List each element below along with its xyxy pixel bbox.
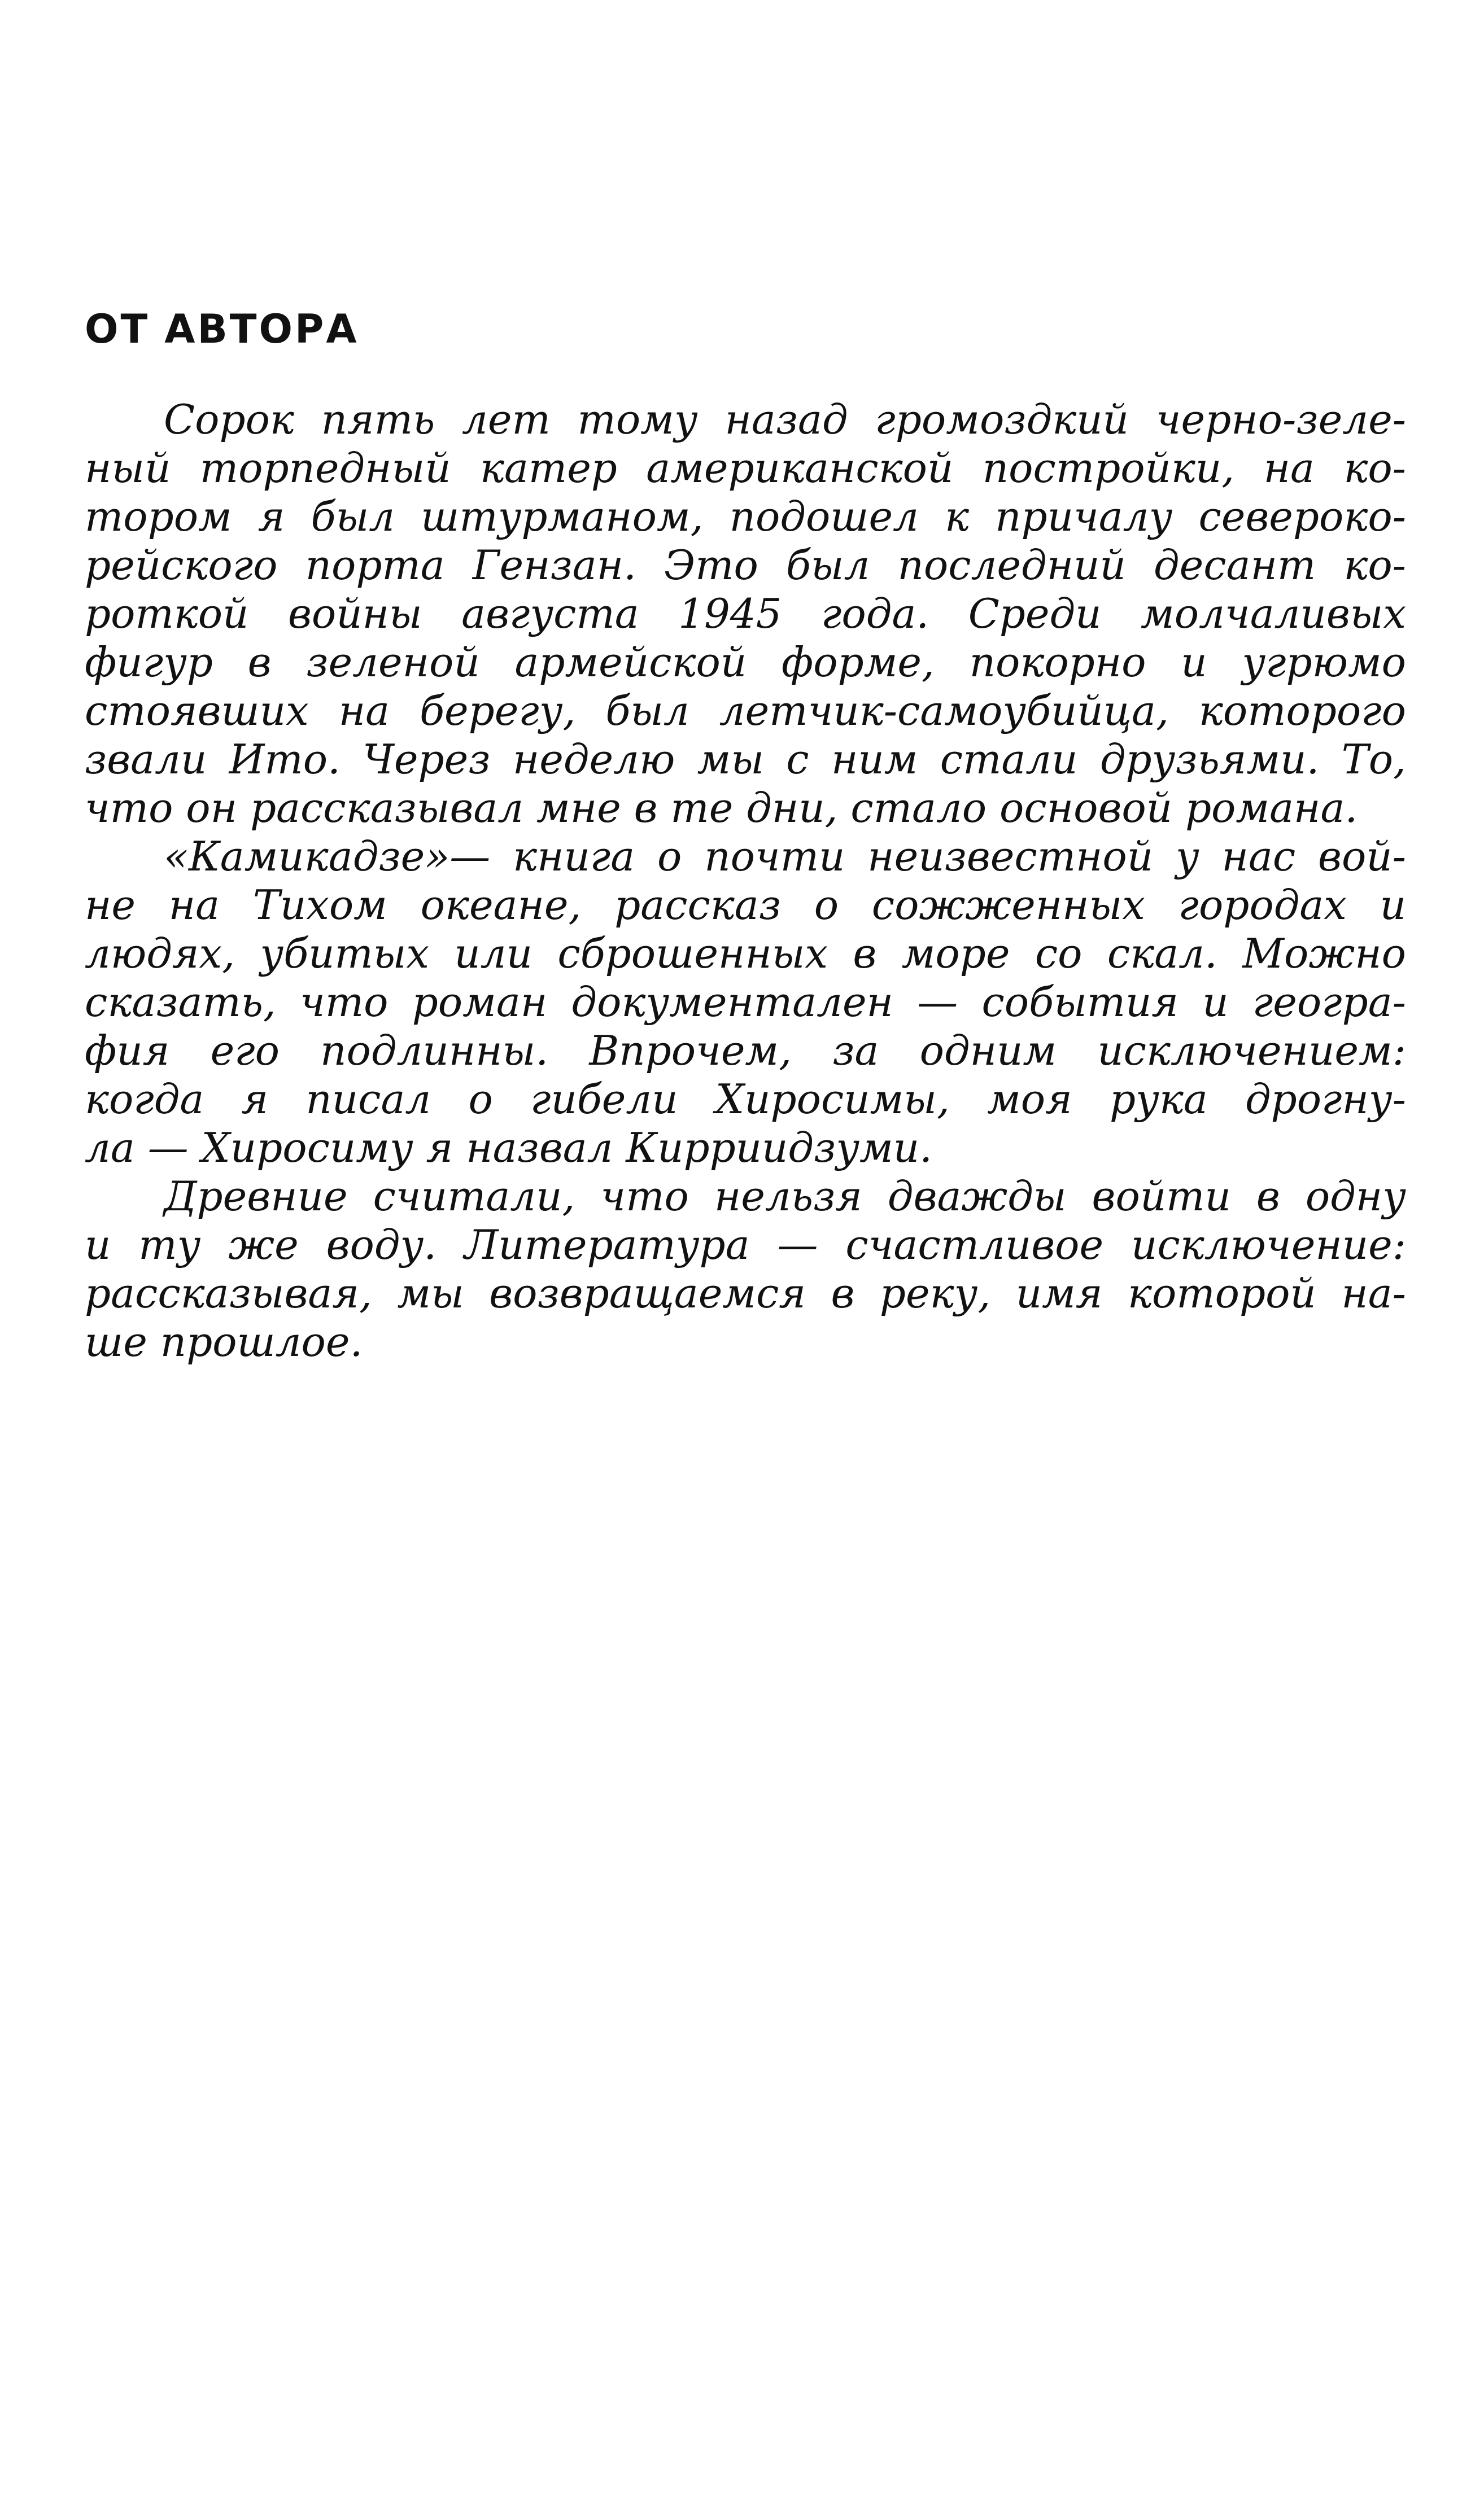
- text-line: «Камикадзе»— книга о почти неизвестной у нас вой-: [164, 833, 1406, 880]
- text-line: ный торпедный катер американской постройки, на ко-: [85, 444, 1406, 492]
- text-line: стоявших на берегу, был летчик-самоубийца, которого: [85, 687, 1406, 734]
- text-line: ла — Хиросиму я назвал Кирриидзуми.: [85, 1124, 933, 1171]
- text-line: роткой войны августа 1945 года. Среди молчаливых: [85, 590, 1406, 637]
- section-heading: [85, 306, 359, 352]
- text-line: не на Тихом океане, рассказ о сожженных городах и: [85, 881, 1406, 929]
- text-line: когда я писал о гибели Хиросимы, моя рука дрогну-: [85, 1075, 1406, 1123]
- text-line: рассказывая, мы возвращаемся в реку, имя которой на-: [85, 1270, 1406, 1317]
- text-line: что он рассказывал мне в те дни, стало основой романа.: [85, 784, 1358, 832]
- text-line: Сорок пять лет тому назад громоздкий черно-зеле-: [164, 396, 1406, 443]
- foreword-text: [85, 395, 1406, 1366]
- text-line: фигур в зеленой армейской форме, покорно и угрюмо: [85, 638, 1406, 686]
- text-line: тором я был штурманом, подошел к причалу североко-: [85, 493, 1406, 540]
- text-line: сказать, что роман документален — события и геогра-: [85, 978, 1406, 1026]
- text-line: звали Ито. Через неделю мы с ним стали друзьями. То,: [85, 736, 1406, 783]
- text-line: фия его подлинны. Впрочем, за одним исключением:: [85, 1027, 1406, 1074]
- text-line: Древние считали, что нельзя дважды войти в одну: [164, 1172, 1406, 1220]
- text-line: людях, убитых или сброшенных в море со скал. Можно: [85, 930, 1406, 977]
- text-line: рейского порта Гензан. Это был последний десант ко-: [85, 541, 1406, 589]
- heading-word-2: АВТОРА: [164, 306, 359, 352]
- text-line: ше прошлое.: [85, 1318, 363, 1366]
- heading-word-1: ОТ: [85, 306, 150, 352]
- text-line: и ту же воду. Литература — счастливое исключение:: [85, 1221, 1406, 1268]
